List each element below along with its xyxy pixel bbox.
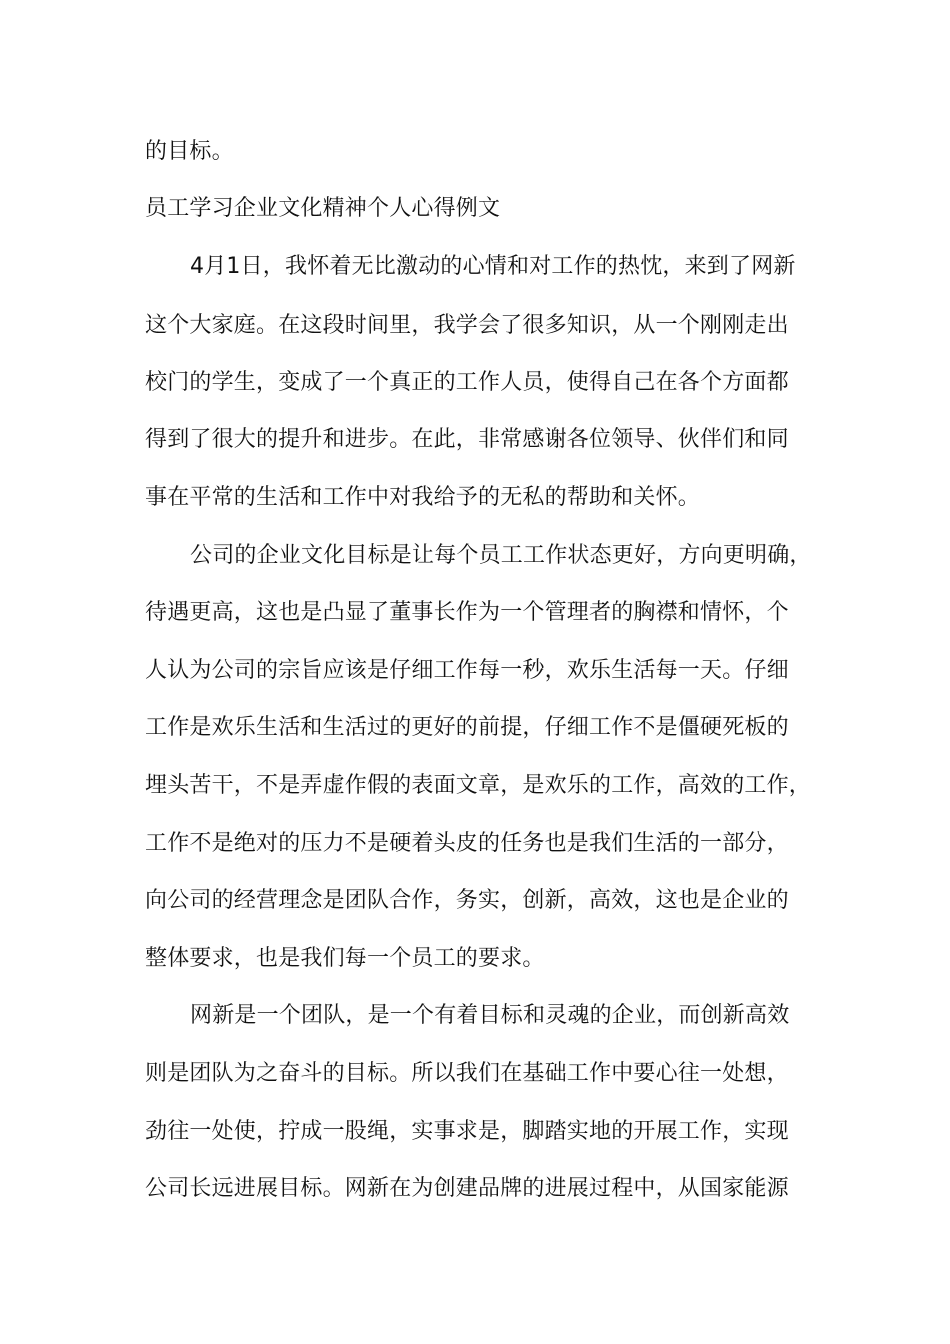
paragraph-line: 埋头苦干，不是弄虚作假的表面文章，是欢乐的工作，高效的工作，: [145, 773, 812, 798]
paragraph-line: 劲往一处使，拧成一股绳，实事求是，脚踏实地的开展工作，实现: [145, 1119, 789, 1144]
paragraph-line: 向公司的经营理念是团队合作，务实，创新，高效，这也是企业的: [145, 888, 789, 913]
paragraph-line: 得到了很大的提升和进步。在此，非常感谢各位领导、伙伴们和同: [145, 427, 789, 452]
paragraph-line: 公司的企业文化目标是让每个员工工作状态更好，方向更明确，: [190, 543, 812, 568]
document-title: 员工学习企业文化精神个人心得例文: [145, 196, 501, 221]
paragraph-line: 校门的学生，变成了一个真正的工作人员，使得自己在各个方面都: [145, 370, 789, 395]
text-line: 的目标。: [145, 139, 234, 164]
paragraph-line: 人认为公司的宗旨应该是仔细工作每一秒，欢乐生活每一天。仔细: [145, 658, 789, 683]
paragraph-line: 工作不是绝对的压力不是硬着头皮的任务也是我们生活的一部分，: [145, 831, 789, 856]
paragraph-line: 这个大家庭。在这段时间里，我学会了很多知识，从一个刚刚走出: [145, 313, 789, 338]
paragraph-line: 公司长远进展目标。网新在为创建品牌的进展过程中，从国家能源: [145, 1176, 789, 1201]
paragraph-line: 则是团队为之奋斗的目标。所以我们在基础工作中要心往一处想，: [145, 1061, 789, 1086]
paragraph-line: 事在平常的生活和工作中对我给予的无私的帮助和关怀。: [145, 485, 701, 510]
paragraph-line: 工作是欢乐生活和生活过的更好的前提，仔细工作不是僵硬死板的: [145, 715, 789, 740]
paragraph-line: 整体要求，也是我们每一个员工的要求。: [145, 946, 545, 971]
paragraph-line: 待遇更高，这也是凸显了董事长作为一个管理者的胸襟和情怀，个: [145, 600, 789, 625]
paragraph-line: 网新是一个团队，是一个有着目标和灵魂的企业，而创新高效: [190, 1003, 790, 1028]
paragraph-line: 4月1日，我怀着无比激动的心情和对工作的热忱，来到了网新: [190, 254, 796, 279]
